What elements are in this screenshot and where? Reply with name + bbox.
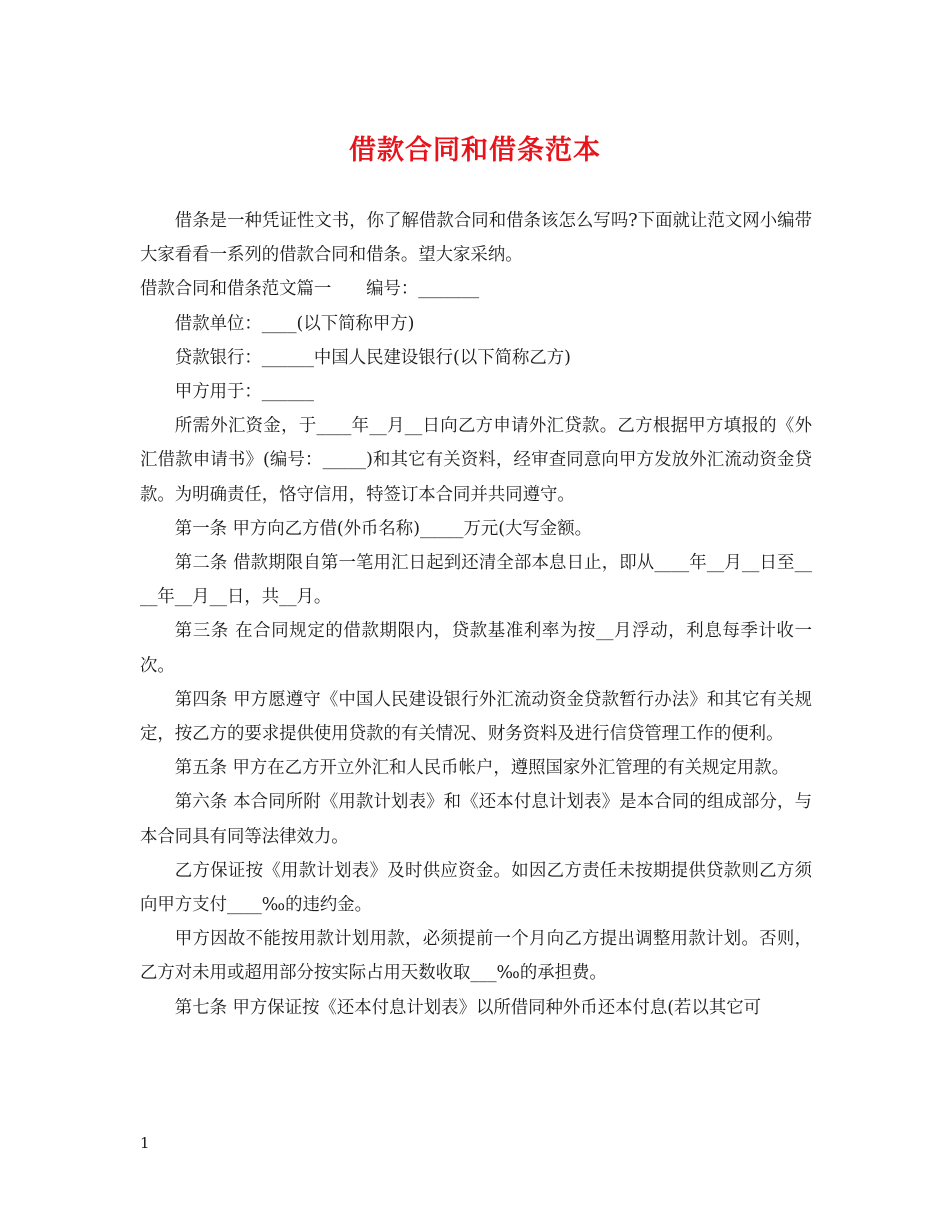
paragraph-purpose: 甲方用于：______ (174, 382, 314, 403)
paragraph-article-5: 第五条 甲方在乙方开立外汇和人民币帐户，遵照国家外汇管理的有关规定用款。 (174, 758, 790, 779)
paragraph-heading-number: 借款合同和借条范文篇一 编号：_______ (140, 279, 480, 300)
paragraph-borrower-adjustment: 甲方因故不能按用款计划用款，必须提前一个月向乙方提出调整用款计划。否则，乙方对未用或超用部分按实际占用天数收取___‰的承担费。 (140, 929, 812, 984)
paragraph-borrower: 借款单位：____(以下简称甲方) (174, 313, 415, 334)
page-number: 1 (140, 1134, 150, 1152)
paragraph-article-4: 第四条 甲方愿遵守《中国人民建设银行外汇流动资金贷款暂行办法》和其它有关规定，按乙方的要求提供使用贷款的有关情况、财务资料及进行信贷管理工作的便利。 (140, 689, 812, 745)
paragraph-article-1: 第一条 甲方向乙方借(外币名称)_____万元(大写金额。 (174, 518, 592, 539)
paragraph-lender-guarantee: 乙方保证按《用款计划表》及时供应资金。如因乙方责任未按期提供贷款则乙方须向甲方支付____‰的违约金。 (140, 860, 812, 916)
paragraph-intro: 借条是一种凭证性文书，你了解借款合同和借条该怎么写吗?下面就让范文网小编带大家看看一系列的借款合同和借条。望大家采纳。 (140, 211, 812, 266)
paragraph-article-3: 第三条 在合同规定的借款期限内，贷款基准利率为按__月浮动，利息每季计收一次。 (140, 621, 812, 676)
paragraph-application: 所需外汇资金，于____年__月__日向乙方申请外汇贷款。乙方根据甲方填报的《外汇借款申请书》(编号：_____)和其它有关资料，经审查同意向甲方发放外汇流动资金贷款。为明确责任，恪守信用，特签订本合同并共同遵守。 (140, 416, 812, 505)
document-body (140, 204, 812, 1025)
paragraph-article-7: 第七条 甲方保证按《还本付息计划表》以所借同种外币还本付息(若以其它可 (174, 997, 762, 1018)
paragraph-article-6: 第六条 本合同所附《用款计划表》和《还本付息计划表》是本合同的组成部分，与本合同具有同等法律效力。 (140, 792, 812, 847)
paragraph-article-2: 第二条 借款期限自第一笔用汇日起到还清全部本息日止，即从____年__月__日至____年__月__日，共__月。 (140, 553, 812, 608)
document-title: 借款合同和借条范本 (349, 135, 601, 166)
paragraph-lender-bank: 贷款银行：______中国人民建设银行(以下简称乙方) (174, 347, 571, 368)
